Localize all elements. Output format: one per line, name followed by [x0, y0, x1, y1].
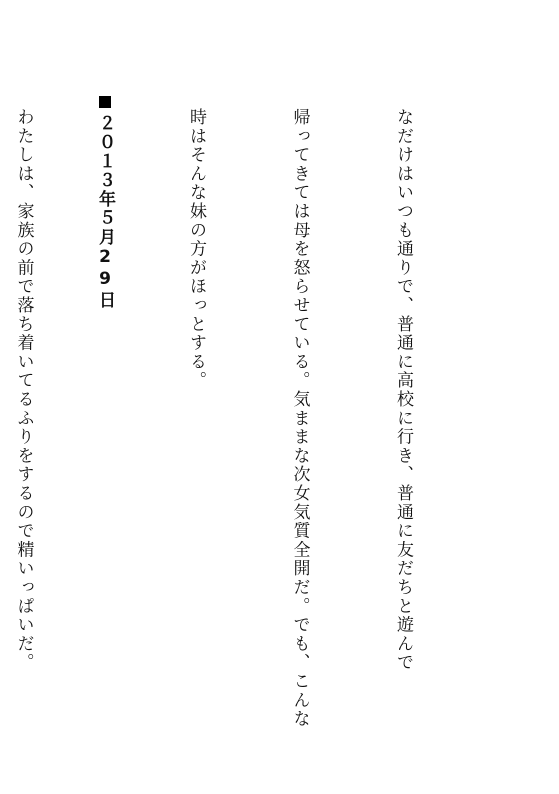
black-square-icon	[99, 96, 111, 108]
text-line-5: わたしは、家族の前で落ち着いてるふりをするので精いっぱいだ。	[13, 108, 34, 672]
text-line-3: 時はそんな妹の方がほっとする。	[186, 108, 206, 390]
date-text: ２０１３年５月29日	[95, 114, 115, 310]
vertical-text-body	[0, 108, 489, 748]
text-line-2: 帰ってきては母を怒らせている。気ままな次女気質全開だ。でも、こんな	[289, 108, 310, 729]
date-stamp	[94, 96, 116, 310]
text-line-1: なだけはいつも通りで、普通に高校に行き、普通に友だちと遊んで	[393, 108, 413, 672]
